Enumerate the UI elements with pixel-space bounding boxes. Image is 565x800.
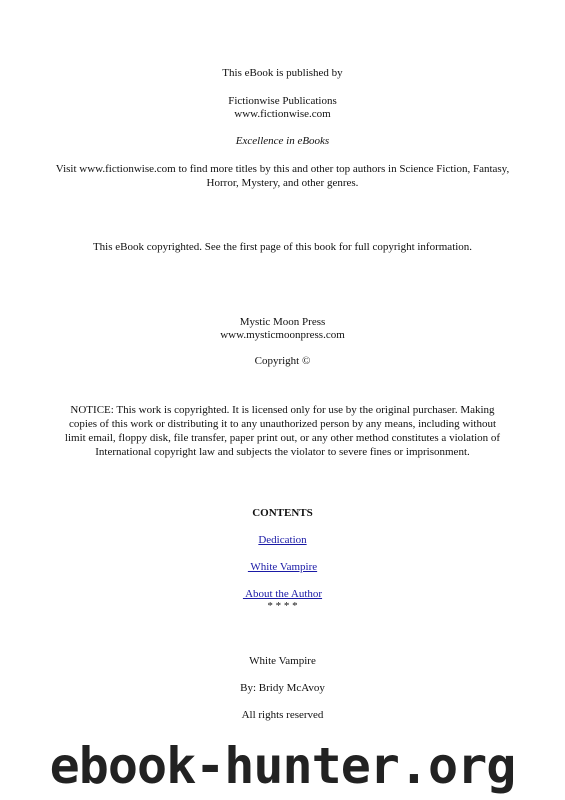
section-separator: * * * * [267, 600, 298, 612]
press-name: Mystic Moon Press [239, 316, 326, 328]
toc-link-about-the-author[interactable]: About the Author [242, 588, 323, 600]
copyright-line: Copyright © [254, 355, 311, 367]
publisher-url: www.fictionwise.com [234, 108, 331, 120]
publisher-tagline: Excellence in eBooks [235, 135, 330, 147]
toc-link-white-vampire[interactable]: White Vampire [247, 561, 318, 573]
contents-heading: CONTENTS [252, 507, 313, 519]
visit-text: Visit www.fictionwise.com to find more titles by this and other top authors in Science Fiction, Fantasy, Horror, Mystery, and other genres. [55, 163, 510, 189]
publisher-name: Fictionwise Publications [228, 95, 337, 107]
watermark-banner: ebook-hunter.org [49, 737, 516, 795]
book-byline: By: Bridy McAvoy [240, 682, 325, 694]
contents-item [0, 561, 565, 574]
published-by-line: This eBook is published by [222, 67, 343, 79]
contents-item [0, 534, 565, 547]
toc-link-dedication[interactable]: Dedication [258, 534, 307, 546]
rights-line: All rights reserved [241, 709, 324, 721]
copyright-notice: This eBook copyrighted. See the first page of this book for full copyright information. [92, 241, 473, 253]
legal-notice: NOTICE: This work is copyrighted. It is licensed only for use by the original purchaser. Making copies of this work or distributing it to any unauthorized person by any means, including without limit email, floppy disk, file transfer, paper print out, or any other method constitutes a violation of International copyright law and subjects the violator to severe fines or imprisonment. [64, 404, 501, 458]
press-url: www.mysticmoonpress.com [220, 329, 345, 341]
book-title: White Vampire [249, 655, 316, 667]
